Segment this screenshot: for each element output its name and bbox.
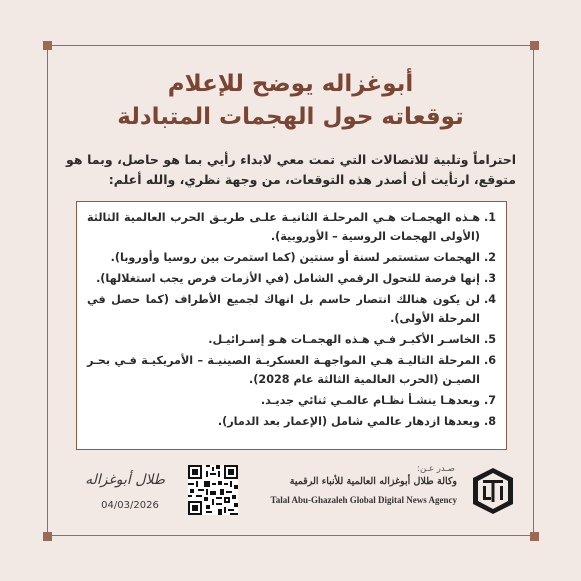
qr-code-icon[interactable] <box>188 465 238 515</box>
frame-corner <box>43 532 52 541</box>
list-item-text: الخاسـر الأكبـر فـي هـذه الهجمـات هـو إسـرائيـل. <box>208 333 480 346</box>
list-item <box>87 412 496 431</box>
list-item-number: 4. <box>483 293 496 306</box>
list-item-text: وبعدها ازدهار عالمي شامل (الإعمار بعد الدمار). <box>217 415 480 428</box>
signature-date: 04/03/2026 <box>101 500 159 511</box>
headline-line-1: أبوغزاله يوضح للإعلام <box>167 71 414 97</box>
frame-corner <box>530 532 539 541</box>
list-item <box>87 330 496 349</box>
list-item <box>87 290 496 328</box>
list-item-text: هـذه الهجمـات هـي المرحلـة الثانيـة علـى طريـق الحرب العالمية الثالثة (الأولى الهجمات الروسية – الأوروبية). <box>87 211 480 243</box>
list-item-text: الهجمات ستستمر لسنة أو سنتين (كما استمرت بين روسيا وأوروبا). <box>110 251 480 264</box>
list-item <box>87 248 496 267</box>
agency-name-arabic: وكالة طلال أبوغزاله العالمية للأنباء الرقمية <box>289 476 457 487</box>
list-item-text: إنها فرصة للتحول الرقمي الشامل (في الأزمات فرص يجب استغلالها). <box>96 272 480 285</box>
list-item <box>87 351 496 389</box>
list-item-number: 6. <box>483 354 496 367</box>
list-item-text: لن يكون هنالك انتصار حاسم بل انهاك لجميع الأطراف (كما حصل في المرحلة الأولى). <box>87 293 480 325</box>
source-label: صـدر عـن: <box>417 464 455 474</box>
frame-corner <box>530 41 539 50</box>
list-item-text: وبعدهـا ينشـأ نظـام عالمـي ثنائي جديـد. <box>260 394 480 407</box>
list-item <box>87 391 496 410</box>
headline-line-2: توقعاته حول الهجمات المتبادلة <box>117 104 464 130</box>
signature: طلال أبوغزاله <box>85 472 165 488</box>
list-item-number: 1. <box>483 211 496 224</box>
footer <box>60 462 521 522</box>
list-item-text: المرحلة التاليـة هـي المواجهـة العسكريـة الصينيـة – الأمريكيـة فـي بحـر الصيـن (الحرب العالمية الثالثة عام 2028). <box>87 354 480 386</box>
list-item-number: 5. <box>483 333 496 346</box>
list-item-number: 3. <box>483 272 496 285</box>
predictions-box <box>76 201 507 450</box>
intro-paragraph: احتراماً وتلبية للاتصالات التي تمت معي لابداء رأيي بما هو حاصل، وبما هو متوقع، ارتأيت أن أصدر هذه التوقعات، من وجهة نظري، والله أعلم: <box>66 152 516 187</box>
list-item <box>87 208 496 246</box>
list-item-number: 7. <box>483 394 496 407</box>
list-item-number: 2. <box>483 251 496 264</box>
agency-name-english: Talal Abu-Ghazaleh Global Digital News Agency <box>270 495 457 505</box>
tag-logo-icon <box>469 466 517 516</box>
frame-corner <box>43 41 52 50</box>
list-item <box>87 269 496 288</box>
predictions-list <box>77 202 506 431</box>
list-item-number: 8. <box>483 415 496 428</box>
